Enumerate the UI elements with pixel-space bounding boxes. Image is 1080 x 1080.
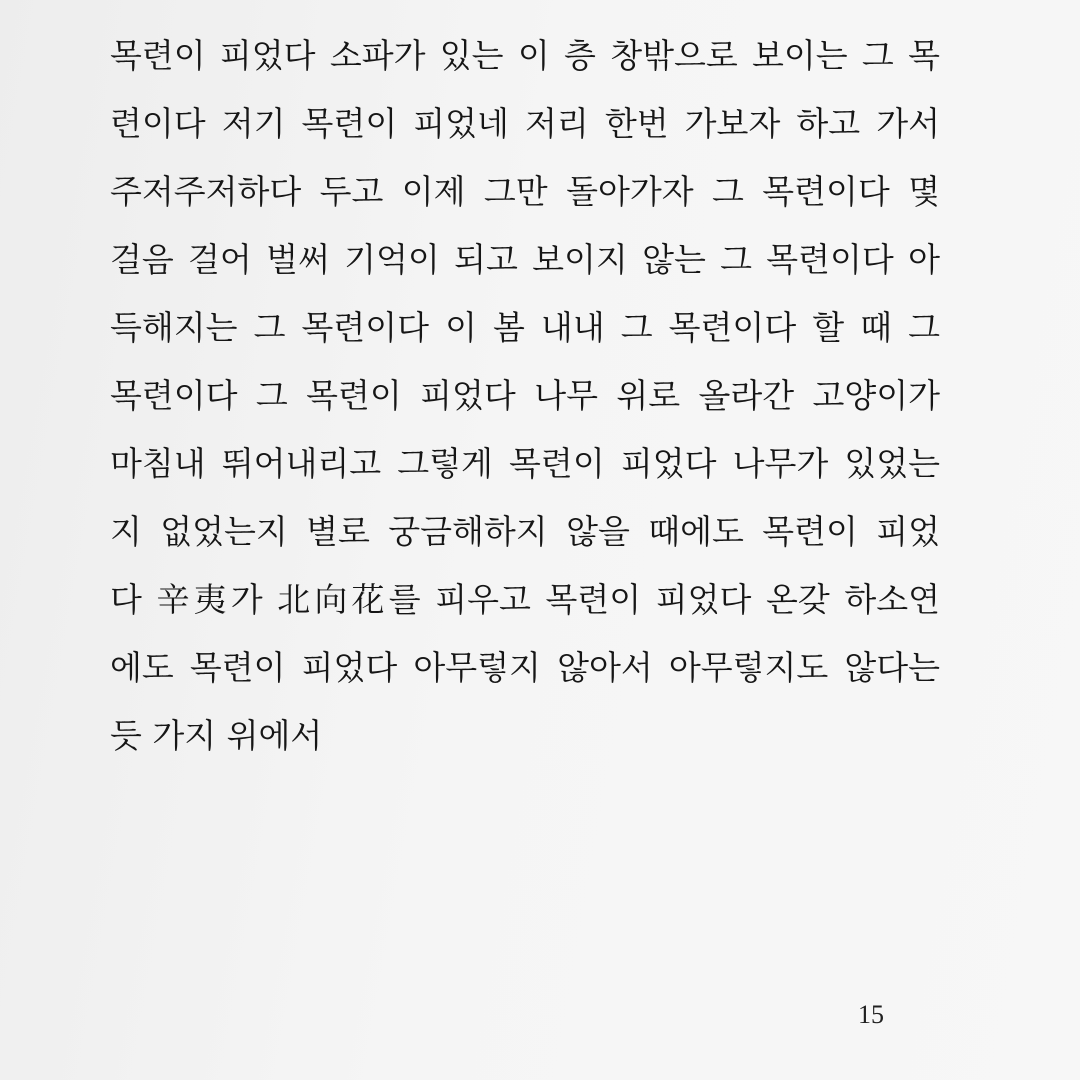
poem-line-6: 목련이다 그 목련이 피었다 나무 위로 올라간 고양이가 bbox=[110, 376, 940, 415]
poem-line-10: 에도 목련이 피었다 아무렇지 않아서 아무렇지도 않다는 bbox=[110, 648, 940, 687]
poem-text bbox=[110, 22, 940, 770]
poem-line-9: 다 辛夷가 北向花를 피우고 목련이 피었다 온갖 하소연 bbox=[110, 580, 940, 619]
poem-line-1: 목련이 피었다 소파가 있는 이 층 창밖으로 보이는 그 목 bbox=[110, 36, 940, 75]
poem-line-8: 지 없었는지 별로 궁금해하지 않을 때에도 목련이 피었 bbox=[110, 512, 940, 551]
poem-line-2: 련이다 저기 목련이 피었네 저리 한번 가보자 하고 가서 bbox=[110, 104, 940, 143]
poem-line-4: 걸음 걸어 벌써 기억이 되고 보이지 않는 그 목련이다 아 bbox=[110, 240, 940, 279]
poem-line-3: 주저주저하다 두고 이제 그만 돌아가자 그 목련이다 몇 bbox=[110, 172, 940, 211]
poem-line-5: 득해지는 그 목련이다 이 봄 내내 그 목련이다 할 때 그 bbox=[110, 308, 940, 347]
poem-line-7: 마침내 뛰어내리고 그렇게 목련이 피었다 나무가 있었는 bbox=[110, 444, 940, 483]
page-number: 15 bbox=[858, 1000, 884, 1029]
poem-line-11: 듯 가지 위에서 bbox=[110, 716, 323, 755]
